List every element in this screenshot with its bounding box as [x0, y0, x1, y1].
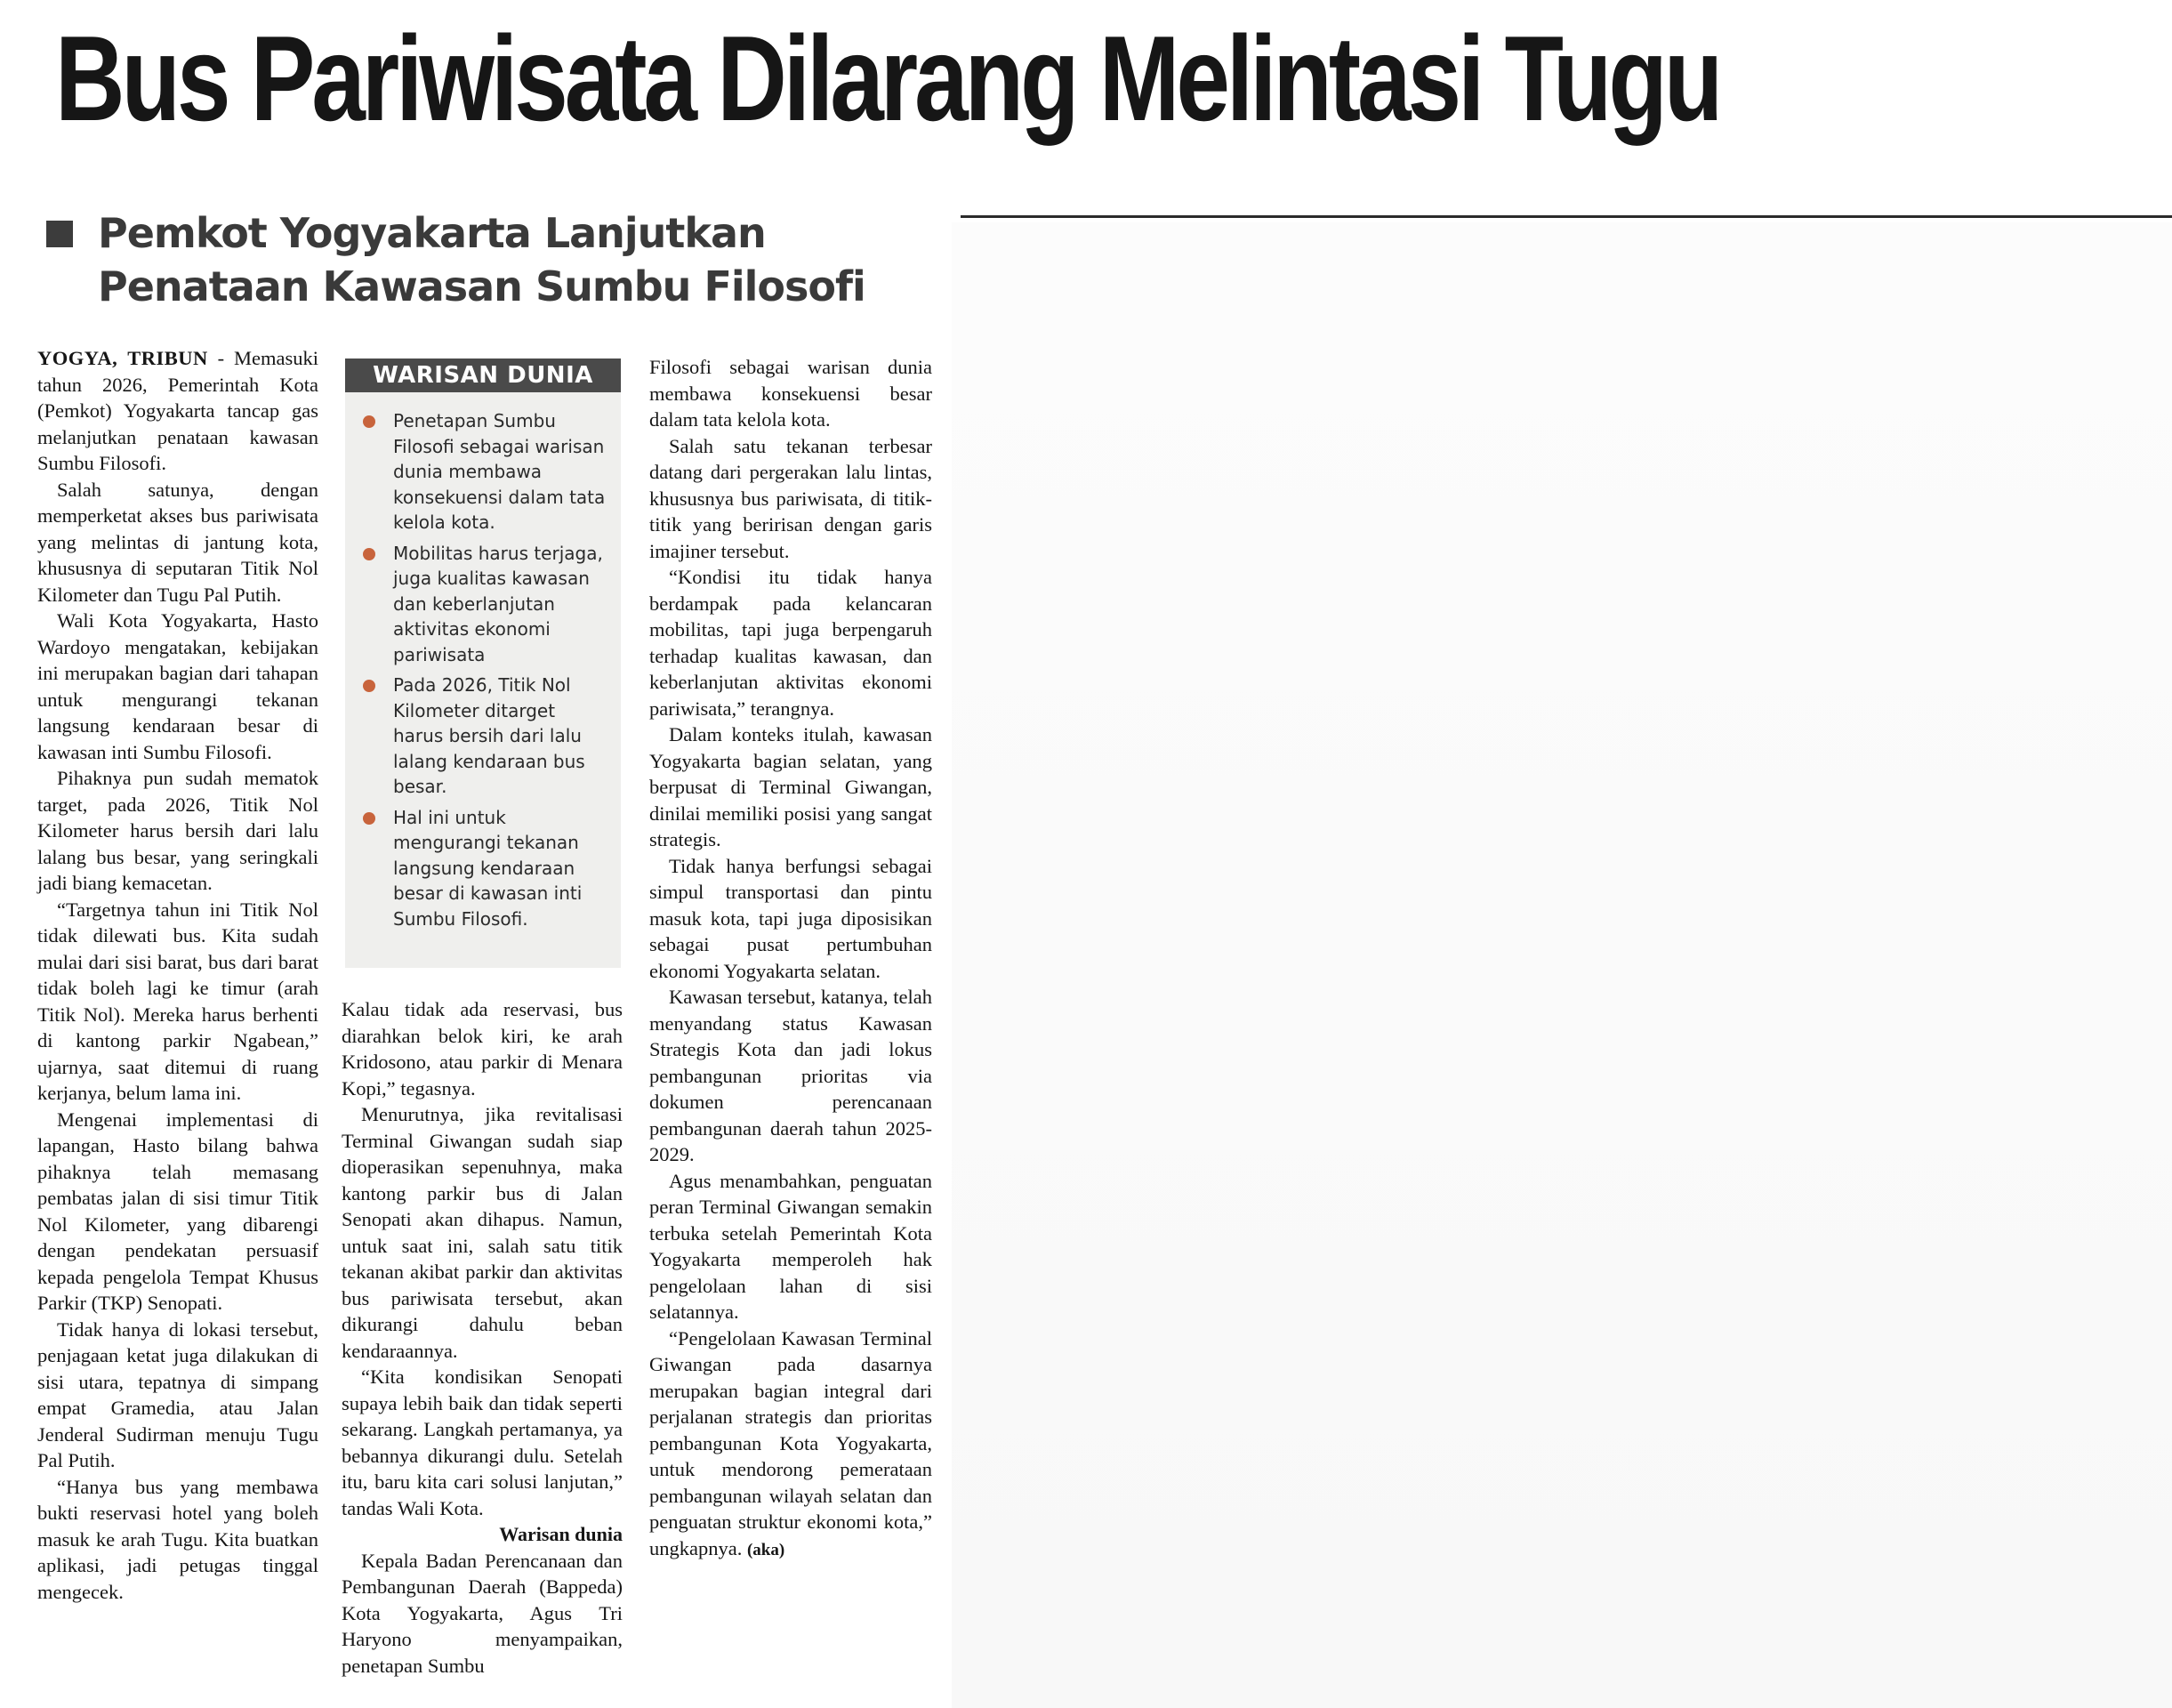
subheadline: [46, 206, 936, 313]
headline: Bus Pariwisata Dilarang Melintasi Tugu: [55, 11, 1720, 146]
article-column-1: [37, 345, 318, 1605]
bullet-dot-icon: [363, 812, 375, 825]
bullet-dot-icon: [363, 680, 375, 692]
author-credit: (aka): [746, 1540, 785, 1559]
article-paragraph: “Kita kondisikan Senopati supaya lebih baik dan tidak seperti sekarang. Langkah pertamanya, ya bebannya dikurangi dulu. Setelah itu, baru kita cari solusi lanjutan,” tandas Wali Kota.: [342, 1366, 623, 1519]
article-paragraph: Filosofi sebagai warisan dunia membawa konsekuensi besar dalam tata kelola kota.: [649, 356, 932, 431]
article-paragraph: Kalau tidak ada reservasi, bus diarahkan belok kiri, ke arah Kridosono, atau parkir di Menara Kopi,” tegasnya.: [342, 998, 623, 1100]
blank-page-area: [952, 222, 2172, 1708]
article-paragraph: Agus menambahkan, penguatan peran Terminal Giwangan semakin terbuka setelah Pemerintah Kota Yogyakarta memperoleh hak pengelolaan lahan di sisi selatannya.: [649, 1169, 932, 1323]
article-paragraph: Menurutnya, jika revitalisasi Terminal Giwangan sudah siap dioperasikan sepenuhnya, maka kantong parkir bus di Jalan Senopati akan dihapus. Namun, untuk saat ini, salah satu titik tekanan akibat parkir dan aktivitas bus pariwisata tersebut, akan dikurangi dahulu beban kendaraannya.: [342, 1103, 623, 1362]
article-paragraph: “Targetnya tahun ini Titik Nol tidak dilewati bus. Kita sudah mulai dari sisi barat, bus dari barat tidak boleh lagi ke timur (arah Titik Nol). Mereka harus berhenti di kantong parkir Ngabean,” ujarnya, saat ditemui di ruang kerjanya, belum lama ini.: [37, 898, 318, 1104]
sidebar-list: [345, 408, 621, 931]
article-paragraph: Kepala Badan Perencanaan dan Pembangunan Daerah (Bappeda) Kota Yogyakarta, Agus Tri Haryono menyampaikan, penetapan Sumbu: [342, 1549, 623, 1677]
article-paragraph: Dalam konteks itulah, kawasan Yogyakarta bagian selatan, yang berpusat di Terminal Giwangan, dinilai memiliki posisi yang sangat strategis.: [649, 723, 932, 850]
bullet-dot-icon: [363, 548, 375, 560]
sidebar-item: Hal ini untuk mengurangi tekanan langsung kendaraan besar di kawasan inti Sumbu Filosofi.: [358, 805, 610, 932]
sidebar-box: [345, 359, 621, 968]
article-paragraph: Kawasan tersebut, katanya, telah menyandang status Kawasan Strategis Kota dan jadi lokus pembangunan prioritas via dokumen perencanaan pembangunan daerah tahun 2025-2029.: [649, 986, 932, 1165]
article-paragraph: “Kondisi itu tidak hanya berdampak pada kelancaran mobilitas, tapi juga berpengaruh terhadap kualitas kawasan, dan keberlanjutan aktivitas ekonomi pariwisata,” terangnya.: [649, 566, 932, 720]
article-paragraph: Mengenai implementasi di lapangan, Hasto bilang bahwa pihaknya telah memasang pembatas jalan di sisi timur Titik Nol Kilometer, yang dibarengi dengan pendekatan persuasif kepada pengelola Tempat Khusus Parkir (TKP) Senopati.: [37, 1108, 318, 1314]
article-column-2: [342, 996, 623, 1679]
article-paragraph: YOGYA, TRIBUN - Memasuki tahun 2026, Pemerintah Kota (Pemkot) Yogyakarta tancap gas melanjutkan penataan kawasan Sumbu Filosofi.: [37, 347, 318, 474]
article-column-3: [649, 354, 932, 1563]
article-paragraph: Tidak hanya di lokasi tersebut, penjagaan ketat juga dilakukan di sisi utara, tepatnya di simpang empat Gramedia, atau Jalan Jenderal Sudirman menuju Tugu Pal Putih.: [37, 1317, 318, 1471]
bullet-dot-icon: [363, 415, 375, 428]
article-paragraph: Salah satu tekanan terbesar datang dari pergerakan lalu lintas, khususnya bus pariwisata, di titik-titik yang beririsan dengan garis imajiner tersebut.: [649, 434, 932, 562]
headline-rule: [961, 215, 2172, 218]
article-paragraph: Pihaknya pun sudah mematok target, pada 2026, Titik Nol Kilometer harus bersih dari lalu lalang bus besar, yang seringkali jadi biang kemacetan.: [37, 767, 318, 894]
sidebar-item: Penetapan Sumbu Filosofi sebagai warisan dunia membawa konsekuensi dalam tata kelola kota.: [358, 408, 610, 536]
square-bullet-icon: [46, 221, 73, 247]
sidebar-title: WARISAN DUNIA: [345, 359, 621, 392]
article-paragraph: Wali Kota Yogyakarta, Hasto Wardoyo mengatakan, kebijakan ini merupakan bagian dari tahapan untuk mengurangi tekanan langsung kendaraan besar di kawasan inti Sumbu Filosofi.: [37, 609, 318, 763]
dateline: YOGYA, TRIBUN: [37, 347, 208, 369]
article-paragraph: Tidak hanya berfungsi sebagai simpul transportasi dan pintu masuk kota, tapi juga diposisikan sebagai pusat pertumbuhan ekonomi Yogyakarta selatan.: [649, 854, 932, 982]
subheadline-line-1: Pemkot Yogyakarta Lanjutkan: [98, 209, 766, 257]
article-paragraph: Salah satunya, dengan memperketat akses bus pariwisata yang melintas di jantung kota, khususnya di seputaran Titik Nol Kilometer dan Tugu Pal Putih.: [37, 478, 318, 606]
subheadline-line-2: Penataan Kawasan Sumbu Filosofi: [98, 262, 865, 310]
sidebar-item: Pada 2026, Titik Nol Kilometer ditarget harus bersih dari lalu lalang kendaraan bus besar.: [358, 673, 610, 800]
article-paragraph: “Pengelolaan Kawasan Terminal Giwangan pada dasarnya merupakan bagian integral dari perjalanan strategis dan prioritas pembangunan Kota Yogyakarta, untuk mendorong pemerataan pembangunan wilayah selatan dan penguatan struktur ekonomi kota,” ungkapnya. (aka): [649, 1326, 932, 1559]
section-subtitle: Warisan dunia: [499, 1523, 623, 1545]
sidebar-item: Mobilitas harus terjaga, juga kualitas kawasan dan keberlanjutan aktivitas ekonomi pariwisata: [358, 541, 610, 668]
article-paragraph: “Hanya bus yang membawa bukti reservasi hotel yang boleh masuk ke arah Tugu. Kita buatkan aplikasi, jadi petugas tinggal mengecek.: [37, 1475, 318, 1603]
